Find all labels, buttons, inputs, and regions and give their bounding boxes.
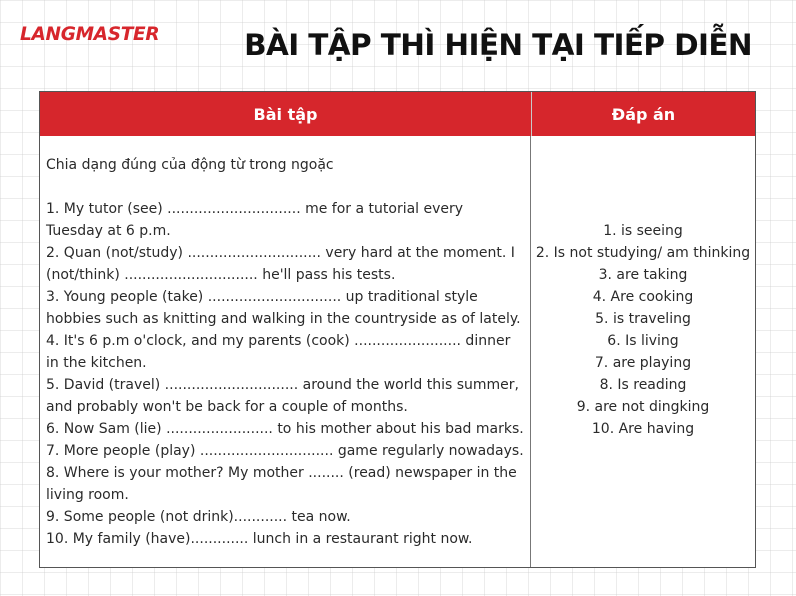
question-item: 1. My tutor (see) .............................. me for a tutorial every Tuesday at 6 p.m. <box>46 201 464 239</box>
answer-item: 3. are taking <box>598 267 688 283</box>
question-item: 3. Young people (take) .............................. up traditional style hobbies such as knitting and walking in the countryside as of lately. <box>46 289 521 327</box>
question-item: 2. Quan (not/study) .............................. very hard at the moment. I (not/think) .............................. he'll pass his tests. <box>46 245 515 283</box>
header-exercise: Bài tập <box>40 92 532 136</box>
question-item: 10. My family (have)............. lunch in a restaurant right now. <box>46 531 473 547</box>
table-header-row <box>40 92 755 136</box>
exercise-column <box>40 136 531 567</box>
answer-item: 6. Is living <box>607 333 679 349</box>
answer-column <box>531 136 755 567</box>
answer-item: 2. Is not studying/ am thinking <box>535 245 751 261</box>
question-item: 7. More people (play) .............................. game regularly nowadays. <box>46 443 524 459</box>
langmaster-logo: LANGMASTER <box>20 24 160 45</box>
question-item: 5. David (travel) .............................. around the world this summer, and probably won't be back for a couple of months. <box>46 377 519 415</box>
answer-item: 5. is traveling <box>595 311 691 327</box>
question-item: 9. Some people (not drink)............ tea now. <box>46 509 351 525</box>
header-answer: Đáp án <box>611 104 676 124</box>
question-item: 6. Now Sam (lie) ........................ to his mother about his bad marks. <box>46 421 524 437</box>
answer-item: 7. are playing <box>594 355 692 371</box>
answer-item: 8. Is reading <box>599 377 687 393</box>
exercise-table <box>39 91 756 568</box>
answer-item: 1. is seeing <box>603 223 683 239</box>
instruction-text: Chia dạng đúng của động từ trong ngoặc <box>46 157 334 173</box>
answer-item: 10. Are having <box>591 421 695 437</box>
table-body-row <box>40 136 755 567</box>
answer-item: 4. Are cooking <box>592 289 694 305</box>
question-item: 8. Where is your mother? My mother ........ (read) newspaper in the living room. <box>46 465 517 503</box>
question-item: 4. It's 6 p.m o'clock, and my parents (cook) ........................ dinner in the kitchen. <box>46 333 511 371</box>
answer-item: 9. are not dingking <box>576 399 710 415</box>
page-title: BÀI TẬP THÌ HIỆN TẠI TIẾP DIỄN <box>244 28 752 62</box>
